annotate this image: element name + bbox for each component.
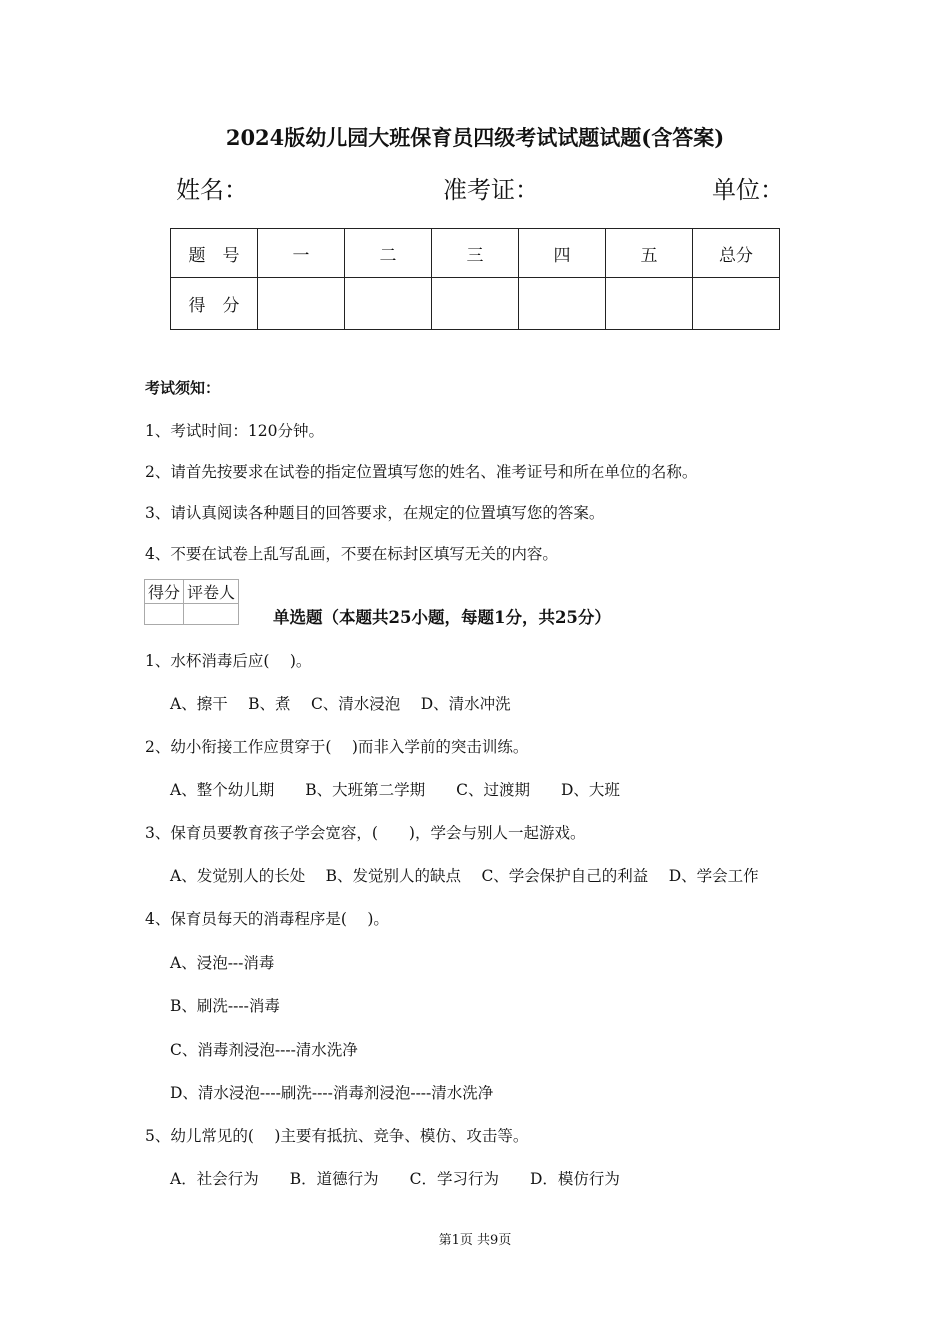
question-5: 5、幼儿常见的( )主要有抵抗、竞争、模仿、攻击等。: [145, 1127, 529, 1145]
score-header-total: 总分: [693, 229, 780, 278]
page-footer: 第1页 共9页: [438, 1233, 512, 1248]
grader-score-cell: [145, 604, 184, 625]
question-3-options: A、发觉别人的长处 B、发觉别人的缺点 C、学会保护自己的利益 D、学会工作: [170, 867, 759, 885]
question-5-options: A．社会行为 B．道德行为 C．学习行为 D．模仿行为: [170, 1170, 620, 1188]
document-title: 2024版幼儿园大班保育员四级考试试题试题(含答案): [225, 125, 725, 150]
question-4-option-a: A、浸泡---消毒: [170, 954, 275, 972]
name-field-label: 姓名：: [176, 176, 248, 204]
score-table: [170, 228, 780, 330]
notice-title: 考试须知：: [145, 379, 221, 397]
question-2: 2、幼小衔接工作应贯穿于( )而非入学前的突击训练。: [145, 738, 529, 756]
notice-item-4: 4、不要在试卷上乱写乱画，不要在标封区填写无关的内容。: [145, 545, 558, 563]
grader-score-label: 得分: [145, 580, 184, 604]
question-4-option-c: C、消毒剂浸泡----清水洗净: [170, 1041, 358, 1059]
grader-reviewer-cell: [184, 604, 239, 625]
score-cell: [693, 278, 780, 330]
question-4-option-d: D、清水浸泡----刷洗----消毒剂浸泡----清水洗净: [170, 1084, 494, 1102]
score-header-1: 一: [258, 229, 345, 278]
notice-item-3: 3、请认真阅读各种题目的回答要求，在规定的位置填写您的答案。: [145, 504, 605, 522]
score-header-4: 四: [519, 229, 606, 278]
question-3: 3、保育员要教育孩子学会宽容，( )，学会与别人一起游戏。: [145, 824, 586, 842]
score-header-2: 二: [345, 229, 432, 278]
grader-reviewer-label: 评卷人: [184, 580, 239, 604]
notice-item-2: 2、请首先按要求在试卷的指定位置填写您的姓名、准考证号和所在单位的名称。: [145, 463, 698, 481]
score-row-label: 得 分: [171, 278, 258, 330]
question-4-option-b: B、刷洗----消毒: [170, 997, 280, 1015]
score-cell: [258, 278, 345, 330]
score-header-5: 五: [606, 229, 693, 278]
question-4: 4、保育员每天的消毒程序是( )。: [145, 910, 389, 928]
score-header-3: 三: [432, 229, 519, 278]
question-1: 1、水杯消毒后应( )。: [145, 652, 312, 670]
score-cell: [432, 278, 519, 330]
section-title: 单选题（本题共25小题，每题1分，共25分）: [273, 608, 611, 627]
score-cell: [519, 278, 606, 330]
score-cell: [345, 278, 432, 330]
grader-box: [144, 579, 239, 625]
question-1-options: A、擦干 B、煮 C、清水浸泡 D、清水冲洗: [170, 695, 511, 713]
score-cell: [606, 278, 693, 330]
unit-field-label: 单位：: [712, 176, 784, 204]
ticket-field-label: 准考证：: [443, 176, 539, 204]
score-header-label: 题 号: [171, 229, 258, 278]
question-2-options: A、整个幼儿期 B、大班第二学期 C、过渡期 D、大班: [170, 781, 620, 799]
notice-item-1: 1、考试时间：120分钟。: [145, 422, 324, 440]
